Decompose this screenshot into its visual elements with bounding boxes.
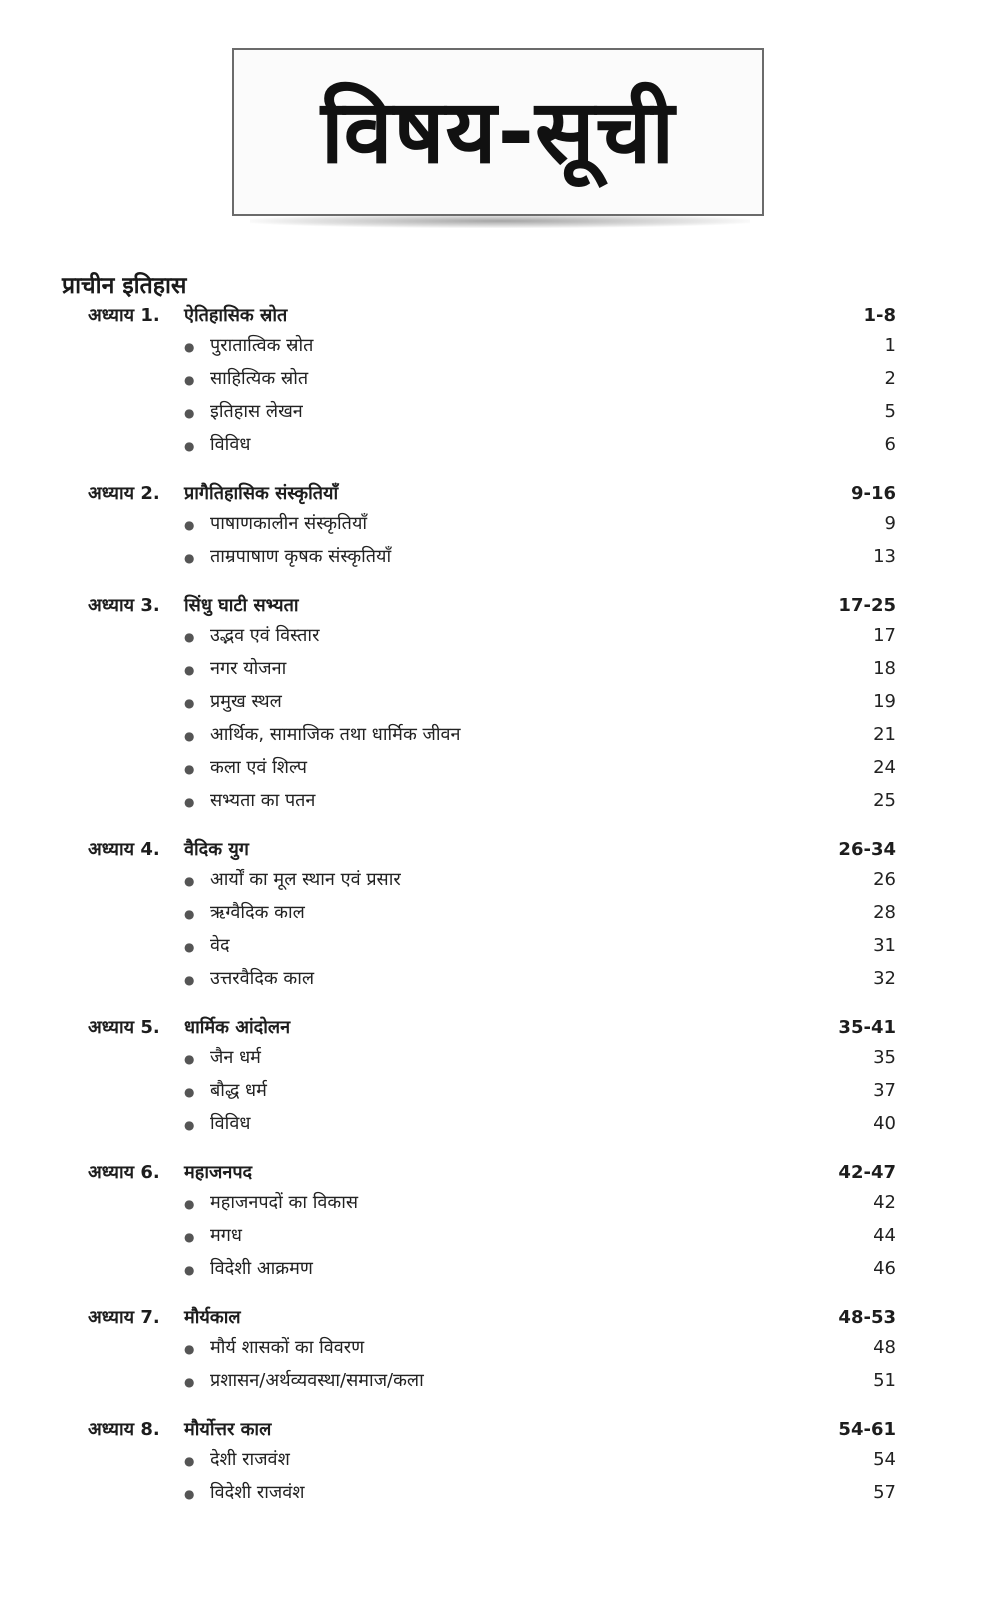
chapter-title: प्रागैतिहासिक संस्कृतियाँ [184,483,339,504]
chapter-block [88,837,896,999]
chapter-block [88,1305,896,1401]
chapter-number: अध्याय 2. [88,483,160,504]
topic-page-number: 2 [884,368,896,389]
topic-title: विदेशी आक्रमण [210,1258,313,1279]
bullet-icon: ● [184,1487,195,1501]
bullet-icon: ● [184,907,195,921]
chapter-page-range: 17-25 [838,595,896,616]
topic-page-number: 42 [873,1192,896,1213]
chapter-number: अध्याय 8. [88,1419,160,1440]
bullet-icon: ● [184,630,195,644]
topic-page-number: 54 [873,1449,896,1470]
bullet-icon: ● [184,795,195,809]
chapter-number: अध्याय 1. [88,305,160,326]
chapter-page-range: 26-34 [838,839,896,860]
topic-row [88,432,896,465]
topic-row [88,933,896,966]
chapter-page-range: 48-53 [838,1307,896,1328]
bullet-icon: ● [184,1375,195,1389]
topic-row [88,1480,896,1513]
topic-page-number: 40 [873,1113,896,1134]
topic-title: सभ्यता का पतन [210,790,316,811]
topic-page-number: 48 [873,1337,896,1358]
topic-page-number: 35 [873,1047,896,1068]
chapter-block [88,1015,896,1144]
topic-row [88,1335,896,1368]
topic-row [88,333,896,366]
topic-title: ताम्रपाषाण कृषक संस्कृतियाँ [210,546,392,567]
topic-title: जैन धर्म [210,1047,261,1068]
page-title: विषय-सूची [320,80,676,183]
bullet-icon: ● [184,663,195,677]
topic-title: साहित्यिक स्रोत [210,368,309,389]
chapter-heading-row [88,303,896,333]
chapter-heading-row [88,1160,896,1190]
topic-row [88,689,896,722]
topic-row [88,1256,896,1289]
chapter-number: अध्याय 6. [88,1162,160,1183]
topic-title: महाजनपदों का विकास [210,1192,359,1213]
topic-title: विविध [210,434,251,455]
topic-page-number: 24 [873,757,896,778]
topic-row [88,623,896,656]
topic-title: इतिहास लेखन [210,401,303,422]
chapter-block [88,481,896,577]
topic-title: पुरातात्विक स्रोत [210,335,314,356]
table-of-contents [88,303,896,1529]
topic-page-number: 32 [873,968,896,989]
topic-page-number: 25 [873,790,896,811]
bullet-icon: ● [184,340,195,354]
title-box [232,48,764,216]
chapter-page-range: 35-41 [838,1017,896,1038]
chapter-block [88,303,896,465]
topic-row [88,900,896,933]
chapter-heading-row [88,593,896,623]
bullet-icon: ● [184,940,195,954]
topic-row [88,1078,896,1111]
chapter-number: अध्याय 5. [88,1017,160,1038]
bullet-icon: ● [184,696,195,710]
chapter-heading-row [88,837,896,867]
bullet-icon: ● [184,518,195,532]
topic-title: प्रशासन/अर्थव्यवस्था/समाज/कला [210,1370,424,1391]
topic-page-number: 13 [873,546,896,567]
chapter-number: अध्याय 4. [88,839,160,860]
chapter-block [88,1160,896,1289]
topic-page-number: 6 [884,434,896,455]
topic-row [88,1190,896,1223]
topic-title: मगध [210,1225,242,1246]
chapter-page-range: 9-16 [850,483,896,504]
topic-page-number: 37 [873,1080,896,1101]
chapter-title: मौर्यकाल [184,1307,241,1328]
topic-row [88,755,896,788]
topic-row [88,399,896,432]
topic-row [88,788,896,821]
chapter-block [88,1417,896,1513]
title-box-shadow [250,214,750,228]
topic-page-number: 26 [873,869,896,890]
topic-title: मौर्य शासकों का विवरण [210,1337,365,1358]
chapter-heading-row [88,481,896,511]
topic-row [88,1223,896,1256]
bullet-icon: ● [184,1454,195,1468]
topic-row [88,656,896,689]
bullet-icon: ● [184,1052,195,1066]
topic-page-number: 51 [873,1370,896,1391]
topic-title: विदेशी राजवंश [210,1482,305,1503]
bullet-icon: ● [184,1342,195,1356]
topic-page-number: 44 [873,1225,896,1246]
bullet-icon: ● [184,1085,195,1099]
chapter-title: धार्मिक आंदोलन [184,1017,291,1038]
topic-page-number: 5 [884,401,896,422]
topic-row [88,366,896,399]
chapter-title: ऐतिहासिक स्रोत [184,305,288,326]
topic-title: पाषाणकालीन संस्कृतियाँ [210,513,368,534]
topic-row [88,1045,896,1078]
bullet-icon: ● [184,551,195,565]
bullet-icon: ● [184,973,195,987]
topic-row [88,511,896,544]
topic-page-number: 46 [873,1258,896,1279]
topic-page-number: 19 [873,691,896,712]
topic-title: ऋग्वैदिक काल [210,902,305,923]
topic-page-number: 18 [873,658,896,679]
topic-title: उद्भव एवं विस्तार [210,625,320,646]
bullet-icon: ● [184,406,195,420]
bullet-icon: ● [184,762,195,776]
bullet-icon: ● [184,373,195,387]
chapter-number: अध्याय 3. [88,595,160,616]
chapter-number: अध्याय 7. [88,1307,160,1328]
topic-title: विविध [210,1113,251,1134]
topic-page-number: 17 [873,625,896,646]
topic-title: वेद [210,935,230,956]
topic-page-number: 57 [873,1482,896,1503]
chapter-heading-row [88,1015,896,1045]
bullet-icon: ● [184,1263,195,1277]
chapter-page-range: 1-8 [863,305,896,326]
bullet-icon: ● [184,1118,195,1132]
topic-row [88,1368,896,1401]
topic-row [88,544,896,577]
topic-title: कला एवं शिल्प [210,757,307,778]
chapter-title: वैदिक युग [184,839,249,860]
topic-title: आर्थिक, सामाजिक तथा धार्मिक जीवन [210,724,461,745]
section-heading: प्राचीन इतिहास [62,273,187,299]
chapter-title: सिंधु घाटी सभ्यता [184,595,299,616]
topic-page-number: 21 [873,724,896,745]
topic-row [88,1111,896,1144]
chapter-title: मौर्योत्तर काल [184,1419,272,1440]
topic-row [88,1447,896,1480]
topic-page-number: 31 [873,935,896,956]
topic-row [88,722,896,755]
chapter-page-range: 54-61 [838,1419,896,1440]
bullet-icon: ● [184,729,195,743]
topic-page-number: 1 [884,335,896,356]
bullet-icon: ● [184,874,195,888]
bullet-icon: ● [184,1197,195,1211]
chapter-heading-row [88,1417,896,1447]
chapter-heading-row [88,1305,896,1335]
topic-title: नगर योजना [210,658,287,679]
chapter-title: महाजनपद [184,1162,253,1183]
topic-page-number: 28 [873,902,896,923]
chapter-page-range: 42-47 [838,1162,896,1183]
bullet-icon: ● [184,1230,195,1244]
topic-page-number: 9 [884,513,896,534]
topic-title: प्रमुख स्थल [210,691,282,712]
chapter-block [88,593,896,821]
topic-title: उत्तरवैदिक काल [210,968,315,989]
topic-title: देशी राजवंश [210,1449,290,1470]
topic-title: बौद्ध धर्म [210,1080,267,1101]
topic-row [88,966,896,999]
topic-row [88,867,896,900]
bullet-icon: ● [184,439,195,453]
topic-title: आर्यों का मूल स्थान एवं प्रसार [210,869,401,890]
